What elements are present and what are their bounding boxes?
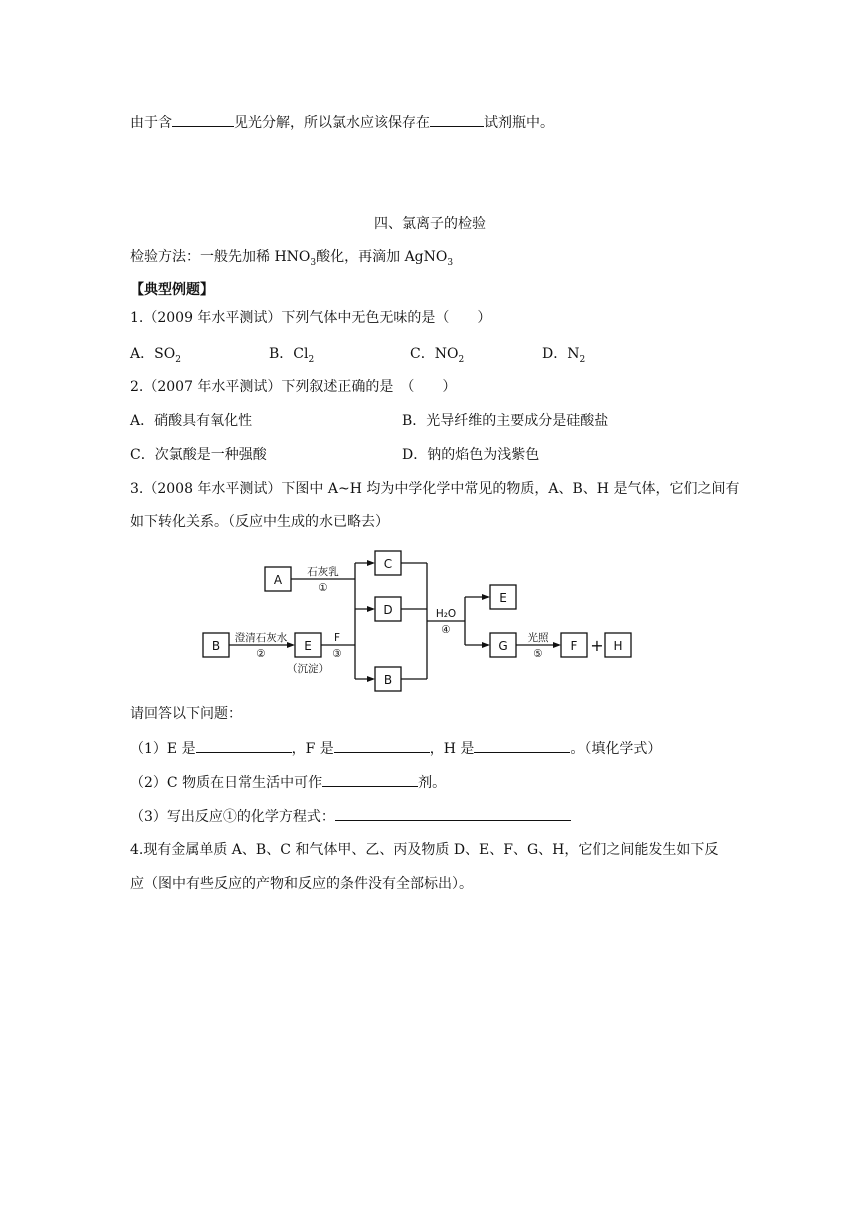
top-sentence-part1: 由于含 [130,115,172,131]
q1-option-d[interactable] [542,344,585,370]
box-f-label: F [570,639,578,653]
q3-part3-text-a: （3）写出反应①的化学方程式： [130,809,335,825]
reaction1-reagent: 石灰乳 [307,566,339,578]
plus-sign: + [590,636,604,655]
box-c-label: C [383,557,393,571]
q4-line1: 4.现有金属单质 A、B、C 和气体甲、乙、丙及物质 D、E、F、G、H，它们之间能发生如下反 [130,842,719,858]
reaction1-number: ① [318,582,328,594]
q3-part2 [130,772,446,793]
method-sub1: 3 [310,257,317,268]
reaction3-number: ③ [332,648,342,660]
q3-part1-text-a: （1）E 是 [130,741,196,757]
reaction5-condition: 光照 [527,632,549,644]
q3-part1-text-b: ，F 是 [291,741,334,757]
precipitate-note: （沉淀） [287,663,329,675]
q1-option-c[interactable] [410,344,464,370]
q1-option-a-sub: 2 [175,354,181,365]
q1-stem: 1.（2009 年水平测试）下列气体中无色无味的是（ ） [130,310,492,326]
q3-part3 [130,806,571,827]
q3-part2-text-a: （2）C 物质在日常生活中可作 [130,775,323,791]
examples-heading: 【典型例题】 [130,282,214,298]
answer-blank-e[interactable] [196,738,292,753]
q2-option-b[interactable]: B．光导纤维的主要成分是硅酸盐 [402,413,609,429]
box-g-label: G [498,639,508,653]
q1-option-d-text: D．N [542,346,580,362]
q3-part1-text-d: 。（填化学式） [570,741,662,757]
test-method [130,247,453,273]
q2-option-d[interactable]: D．钠的焰色为浅紫色 [402,447,540,463]
method-sub2: 3 [447,257,454,268]
top-sentence-part3: 试剂瓶中。 [484,115,554,131]
reaction2-reagent: 澄清石灰水 [234,632,288,644]
answer-blank[interactable] [430,112,484,127]
q1-option-c-sub: 2 [458,354,465,365]
top-sentence-part2: 见光分解，所以氯水应该保存在 [234,115,430,131]
section-title: 四、氯离子的检验 [374,216,486,232]
q2-stem: 2.（2007 年水平测试）下列叙述正确的是 （ ） [130,379,457,395]
box-e-output-label: E [499,591,507,605]
box-b-start-label: B [211,639,221,653]
answer-blank-h[interactable] [474,738,570,753]
answer-blank[interactable] [172,112,234,127]
reaction5-number: ⑤ [533,648,543,660]
method-prefix: 检验方法：一般先加稀 HNO [130,249,311,265]
box-a-label: A [273,573,283,587]
q4-line2: 应（图中有些反应的产物和反应的条件没有全部标出）。 [130,876,473,892]
reaction4-reagent: H₂O [435,608,457,620]
top-sentence [130,112,554,133]
q1-option-d-sub: 2 [579,354,586,365]
q2-option-a[interactable]: A．硝酸具有氧化性 [130,413,253,429]
answer-blank-equation[interactable] [335,806,571,821]
q1-option-b-sub: 2 [308,354,315,365]
q3-stem-line2: 如下转化关系。（反应中生成的水已略去） [130,514,389,530]
reaction4-number: ④ [441,624,451,636]
q1-option-b[interactable] [269,344,314,370]
q3-stem-line1: 3.（2008 年水平测试）下图中 A~H 均为中学化学中常见的物质，A、B、H 是气体，它们之间有 [130,481,740,497]
answer-blank-f[interactable] [334,738,430,753]
answer-blank-use[interactable] [322,772,418,787]
reaction2-number: ② [256,648,266,660]
reaction-flow-diagram [195,545,645,695]
q3-part2-text-b: 剂。 [418,775,447,791]
q1-option-c-text: C．NO [410,346,459,362]
box-e-middle-label: E [304,639,312,653]
q1-option-a-text: A．SO [130,346,176,362]
method-mid: 酸化，再滴加 AgNO [316,249,448,265]
q1-option-b-text: B．Cl [269,346,309,362]
q1-option-a[interactable] [130,344,181,370]
box-b-output-label: B [383,673,393,687]
q1-options [130,344,730,366]
q2-option-c[interactable]: C．次氯酸是一种强酸 [130,447,267,463]
box-h-label: H [613,639,623,653]
q3-prompt: 请回答以下问题： [130,706,242,722]
q3-part1-text-c: ，H 是 [429,741,475,757]
q3-part1 [130,738,661,759]
reaction3-reagent: F [333,632,341,644]
box-d-label: D [383,603,393,617]
